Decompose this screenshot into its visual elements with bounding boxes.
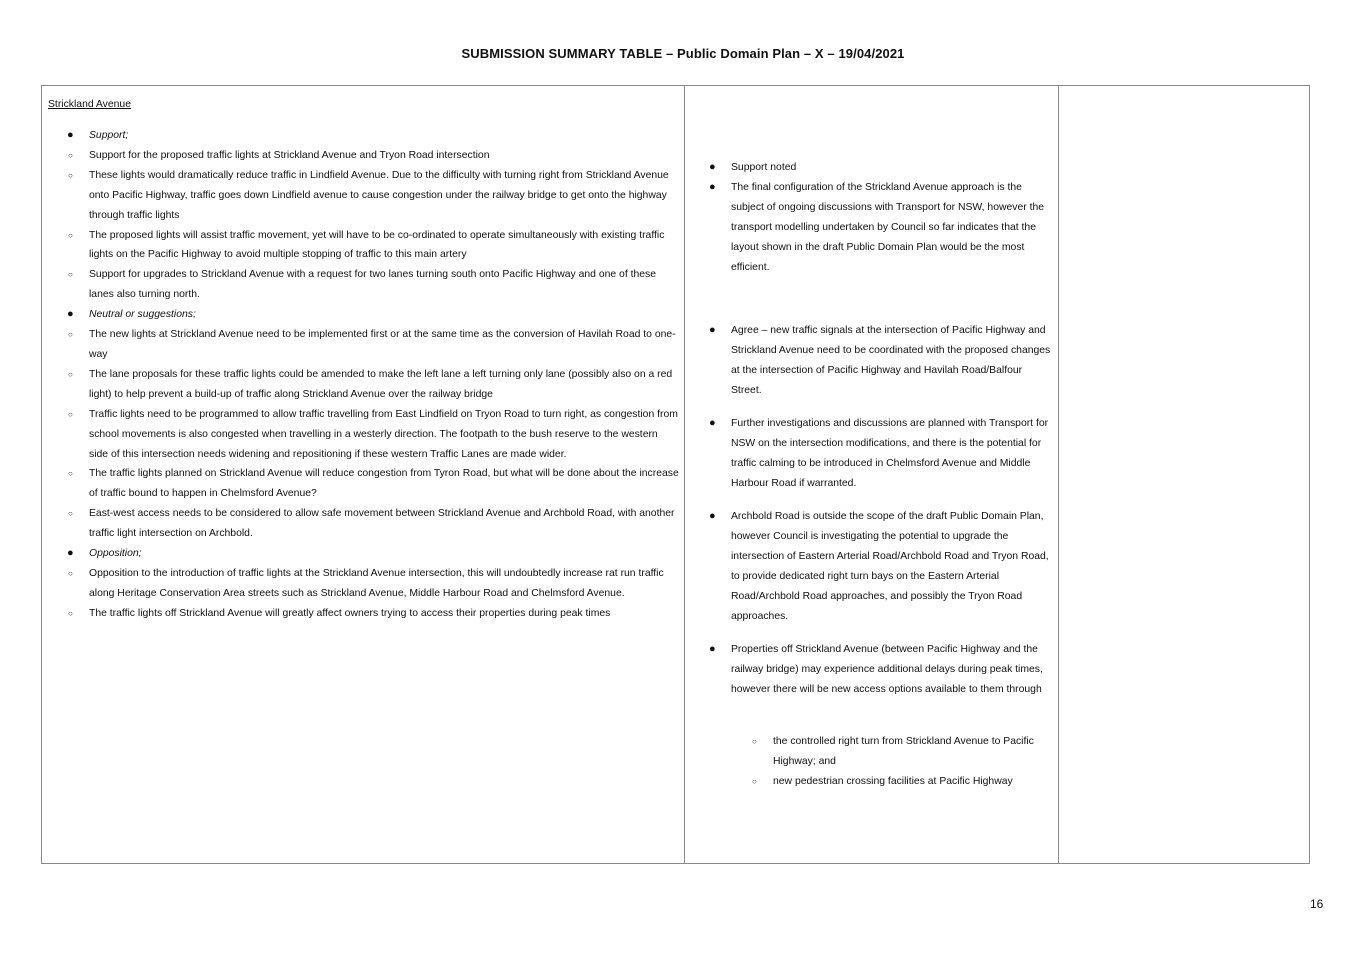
- list-item: [68, 405, 679, 465]
- section-heading: Strickland Avenue: [48, 99, 131, 110]
- response-item: [709, 321, 1053, 401]
- list-item-text: Opposition to the introduction of traffic lights at the Strickland Avenue intersection, this will undoubtedly increase rat run traffic along Heritage Conservation Area streets such as Strickland Avenue, Middle Harbour Road and Chelmsford Avenue.: [89, 567, 664, 599]
- circle-bullet-icon: ○: [68, 270, 73, 280]
- response-item: [709, 158, 1053, 178]
- summary-table: [41, 85, 1310, 864]
- response-text: Support noted: [731, 162, 797, 173]
- responses-column: [685, 86, 1059, 863]
- list-item: [68, 564, 679, 604]
- list-item-text: The proposed lights will assist traffic movement, yet will have to be co-ordinated to operate simultaneously with existing traffic lights on the Pacific Highway to avoid multiple stopping of traffic to this main artery: [89, 229, 665, 261]
- response-item: [709, 507, 1053, 626]
- list-item-text: Neutral or suggestions;: [89, 309, 196, 321]
- list-item-text: These lights would dramatically reduce traffic in Lindfield Avenue. Due to the difficulty with turning right from Strickland Avenue onto Pacific Highway, traffic goes down Lindfield avenue to cause congestion under the railway bridge to get onto the highway through traffic lights: [89, 169, 669, 221]
- bullet-icon: ●: [67, 308, 74, 321]
- response-subitem: [752, 772, 1049, 792]
- bullet-icon: ●: [67, 547, 74, 560]
- response-text: Agree – new traffic signals at the intersection of Pacific Highway and Strickland Avenue need to be coordinated with the proposed changes at the intersection of Pacific Highway and Havilah Road/Balfour Street.: [731, 325, 1051, 396]
- bullet-icon: ●: [67, 129, 74, 141]
- list-item: [68, 464, 679, 504]
- circle-bullet-icon: ○: [68, 608, 73, 618]
- bullet-icon: ●: [709, 161, 716, 173]
- bullet-icon: ●: [709, 643, 716, 655]
- list-item-text: Support;: [89, 130, 129, 141]
- page-number: 16: [1310, 897, 1324, 911]
- response-subitem: [752, 732, 1049, 772]
- response-item: [709, 640, 1053, 700]
- response-group: [709, 640, 1053, 700]
- response-item: [709, 414, 1053, 494]
- response-group: [709, 321, 1053, 401]
- response-text: the controlled right turn from Strickland Avenue to Pacific Highway; and: [773, 736, 1034, 767]
- circle-bullet-icon: ○: [68, 568, 73, 578]
- response-text: The final configuration of the Strickland Avenue approach is the subject of ongoing discussions with Transport for NSW, however the transport modelling undertaken by Council so far indicates that the layout shown in the draft Public Domain Plan would be the most efficient.: [731, 181, 1045, 273]
- bullet-icon: ●: [709, 180, 716, 193]
- empty-column: [1059, 86, 1310, 863]
- list-item: [68, 365, 679, 405]
- submission-list: [67, 126, 679, 624]
- list-item-text: Opposition;: [89, 548, 142, 560]
- circle-bullet-icon: ○: [68, 150, 73, 160]
- list-item-text: The traffic lights off Strickland Avenue will greatly affect owners trying to access their properties during peak times: [89, 607, 611, 619]
- circle-bullet-icon: ○: [68, 170, 73, 180]
- list-item: [68, 226, 679, 266]
- category-opposition: [67, 544, 679, 564]
- circle-bullet-icon: ○: [68, 409, 73, 419]
- bullet-icon: ●: [709, 510, 716, 522]
- response-text: Properties off Strickland Avenue (between Pacific Highway and the railway bridge) may experience additional delays during peak times, however there will be new access options available to them through: [731, 644, 1043, 695]
- response-item: [709, 178, 1053, 278]
- response-group: [709, 158, 1053, 277]
- list-item-text: The lane proposals for these traffic lights could be amended to make the left lane a left turning only lane (possibly also on a red light) to help prevent a build-up of traffic along Strickland Avenue over the railway bridge: [89, 368, 673, 400]
- list-item-text: The traffic lights planned on Strickland Avenue will reduce congestion from Tyron Road, but what will be done about the increase of traffic bound to happen in Chelmsford Avenue?: [89, 468, 679, 500]
- circle-bullet-icon: ○: [68, 369, 73, 379]
- list-item-text: Traffic lights need to be programmed to allow traffic travelling from East Lindfield on Tryon Road to turn right, as congestion from school movements is also congested when travelling in a westerly direction. The footpath to the bush reserve to the western side of this intersection needs widening and repositioning if these western Traffic Lanes are made wider.: [89, 408, 678, 460]
- list-item: [68, 166, 679, 226]
- list-item: [68, 504, 679, 544]
- list-item: [68, 604, 679, 624]
- circle-bullet-icon: ○: [752, 776, 757, 786]
- circle-bullet-icon: ○: [68, 469, 73, 479]
- list-item-text: Support for upgrades to Strickland Avenue with a request for two lanes turning south onto Pacific Highway and one of these lanes also turning north.: [89, 269, 657, 301]
- category-support: [67, 126, 679, 146]
- list-item: [68, 265, 679, 305]
- circle-bullet-icon: ○: [68, 330, 73, 340]
- response-group: [709, 414, 1053, 494]
- list-item-text: Support for the proposed traffic lights at Strickland Avenue and Tryon Road intersection: [89, 149, 490, 161]
- response-text: new pedestrian crossing facilities at Pacific Highway: [773, 775, 1013, 787]
- response-text: Archbold Road is outside the scope of the draft Public Domain Plan, however Council is investigating the potential to upgrade the intersection of Eastern Arterial Road/Archbold Road and Tryon Road, to provide dedicated right turn bays on the Eastern Arterial Road/Archbold Road approaches, and possibly the Tryon Road approaches.: [731, 511, 1049, 622]
- page-title: SUBMISSION SUMMARY TABLE – Public Domain Plan – X – 19/04/2021: [461, 46, 905, 61]
- response-group: [709, 507, 1053, 626]
- bullet-icon: ●: [709, 417, 716, 429]
- response-text: Further investigations and discussions are planned with Transport for NSW on the intersection modifications, and there is the potential for traffic calming to be introduced in Chelmsford Avenue and Middle Harbour Road if warranted.: [731, 418, 1049, 489]
- category-neutral: [67, 305, 679, 325]
- circle-bullet-icon: ○: [68, 230, 73, 240]
- response-sublist: [752, 732, 1049, 792]
- list-item-text: The new lights at Strickland Avenue need to be implemented first or at the same time as the conversion of Havilah Road to one-way: [89, 329, 676, 360]
- list-item-text: East-west access needs to be considered to allow safe movement between Strickland Avenue and Archbold Road, with another traffic light intersection on Archbold.: [89, 508, 675, 540]
- bullet-icon: ●: [709, 324, 716, 336]
- list-item: [68, 325, 679, 365]
- list-item: [68, 146, 679, 166]
- submissions-column: [42, 86, 685, 863]
- circle-bullet-icon: ○: [752, 737, 757, 746]
- circle-bullet-icon: ○: [68, 509, 73, 519]
